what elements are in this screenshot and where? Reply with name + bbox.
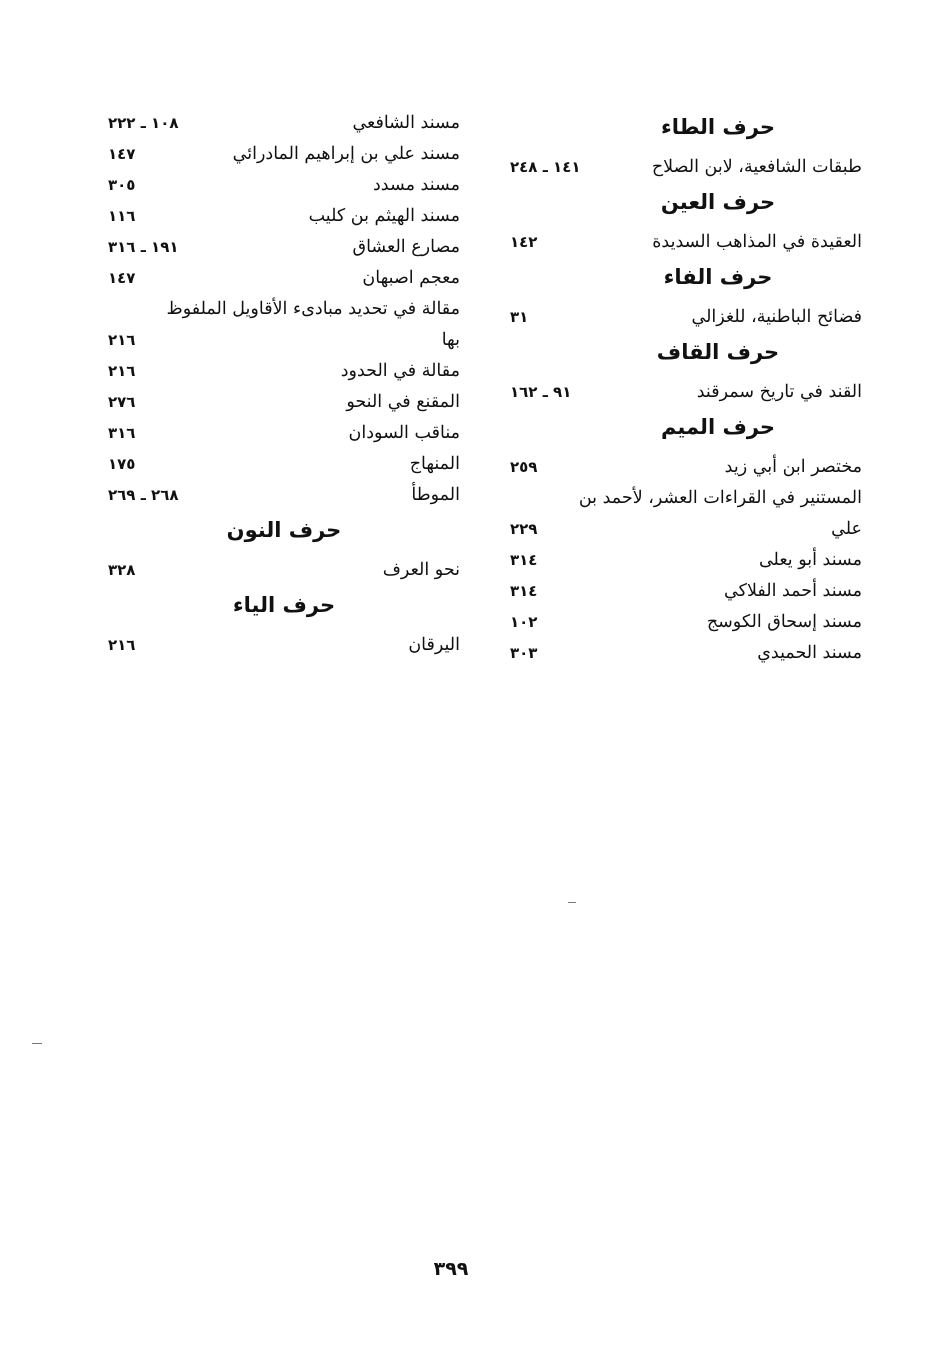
entry-title: مسند مسدد	[373, 175, 460, 195]
entry-pages: ١١٦	[108, 207, 136, 225]
index-entry	[510, 452, 862, 483]
index-entry	[510, 576, 862, 607]
section-heading-meem: حرف الميم	[660, 415, 776, 439]
entry-title: مسند الشافعي	[352, 113, 460, 133]
entry-pages: ٢١٦	[108, 636, 136, 654]
index-entry	[510, 377, 862, 408]
entry-pages: ٣١	[510, 308, 529, 326]
entry-title: المقنع في النحو	[346, 392, 460, 412]
entry-title: مسند الحميدي	[757, 643, 862, 663]
entry-pages: ٣٢٨	[108, 561, 136, 579]
left-column	[108, 108, 460, 661]
index-entry	[108, 387, 460, 418]
entry-title: مختصر ابن أبي زيد	[724, 457, 862, 477]
section-heading-taa: حرف الطاء	[660, 115, 776, 139]
entry-title: مقالة في الحدود	[340, 361, 460, 381]
entry-pages: ٢٥٩	[510, 458, 538, 476]
entry-title: طبقات الشافعية، لابن الصلاح	[651, 157, 862, 177]
index-entry	[108, 630, 460, 661]
entry-pages: ٢٢٩	[510, 520, 538, 538]
section-heading-faa: حرف الفاء	[663, 265, 773, 289]
index-entry	[510, 638, 862, 669]
scan-speck	[568, 902, 576, 903]
index-entry	[108, 480, 460, 511]
index-entry	[108, 170, 460, 201]
entry-title: العقيدة في المذاهب السديدة	[652, 232, 862, 252]
entry-title: القند في تاريخ سمرقند	[696, 382, 862, 402]
entry-title: فضائح الباطنية، للغزالي	[691, 307, 862, 327]
index-entry	[108, 232, 460, 263]
entry-title: معجم اصبهان	[362, 268, 460, 288]
entry-pages: ١٤٧	[108, 145, 136, 163]
section-heading-noon: حرف النون	[226, 518, 342, 542]
entry-title: الموطأ	[411, 485, 460, 505]
index-entry	[510, 302, 862, 333]
index-entry	[108, 418, 460, 449]
scan-speck	[32, 1043, 42, 1044]
section-heading-yaa: حرف الياء	[232, 593, 336, 617]
entry-title: نحو العرف	[382, 560, 460, 580]
entry-pages: ٢٧٦	[108, 393, 136, 411]
entry-title: مسند علي بن إبراهيم المادرائي	[232, 144, 460, 164]
page-number: ٣٩٩	[433, 1258, 469, 1280]
entry-title: اليرقان	[408, 635, 460, 655]
index-entry	[108, 263, 460, 294]
entry-title: مناقب السودان	[348, 423, 460, 443]
index-entry	[108, 108, 460, 139]
index-entry	[108, 356, 460, 387]
entry-pages: ٢٦٨ ـ ٢٦٩	[108, 486, 179, 504]
entry-title: المنهاج	[409, 454, 460, 474]
entry-pages: ١٤٢	[510, 233, 538, 251]
index-entry	[510, 227, 862, 258]
entry-pages: ١٠٨ ـ ٢٢٢	[108, 114, 179, 132]
entry-title: مسند أحمد الفلاكي	[724, 581, 862, 601]
entry-pages: ١٩١ ـ ٣١٦	[108, 238, 179, 256]
entry-title: مصارع العشاق	[352, 237, 460, 257]
entry-title-line2: علي	[831, 519, 862, 539]
index-entry	[108, 139, 460, 170]
entry-pages: ٣١٤	[510, 582, 538, 600]
index-entry	[510, 152, 862, 183]
right-column	[510, 108, 862, 669]
entry-title-line1: مقالة في تحديد مبادىء الأقاويل الملفوظ	[166, 299, 460, 319]
index-entry	[108, 449, 460, 480]
entry-pages: ٣٠٣	[510, 644, 538, 662]
entry-pages: ٣٠٥	[108, 176, 136, 194]
entry-pages: ٩١ ـ ١٦٢	[510, 383, 572, 401]
entry-pages: ٢١٦	[108, 331, 136, 349]
entry-pages: ١٧٥	[108, 455, 136, 473]
entry-title-line1: المستنير في القراءات العشر، لأحمد بن	[578, 488, 862, 508]
entry-pages: ٣١٦	[108, 424, 136, 442]
index-entry	[510, 545, 862, 576]
section-heading-ayn: حرف العين	[660, 190, 776, 214]
index-entry	[108, 555, 460, 586]
entry-pages: ٢١٦	[108, 362, 136, 380]
section-heading-qaf: حرف القاف	[656, 340, 780, 364]
entry-pages: ٣١٤	[510, 551, 538, 569]
entry-pages: ١٤٧	[108, 269, 136, 287]
entry-pages: ١٤١ ـ ٢٤٨	[510, 158, 581, 176]
entry-pages: ١٠٢	[510, 613, 538, 631]
entry-title: مسند أبو يعلى	[758, 550, 862, 570]
index-entry	[510, 483, 862, 545]
index-entry	[108, 201, 460, 232]
entry-title: مسند إسحاق الكوسج	[706, 612, 862, 632]
index-entry	[108, 294, 460, 356]
entry-title-line2: بها	[441, 330, 460, 350]
entry-title: مسند الهيثم بن كليب	[308, 206, 460, 226]
index-entry	[510, 607, 862, 638]
